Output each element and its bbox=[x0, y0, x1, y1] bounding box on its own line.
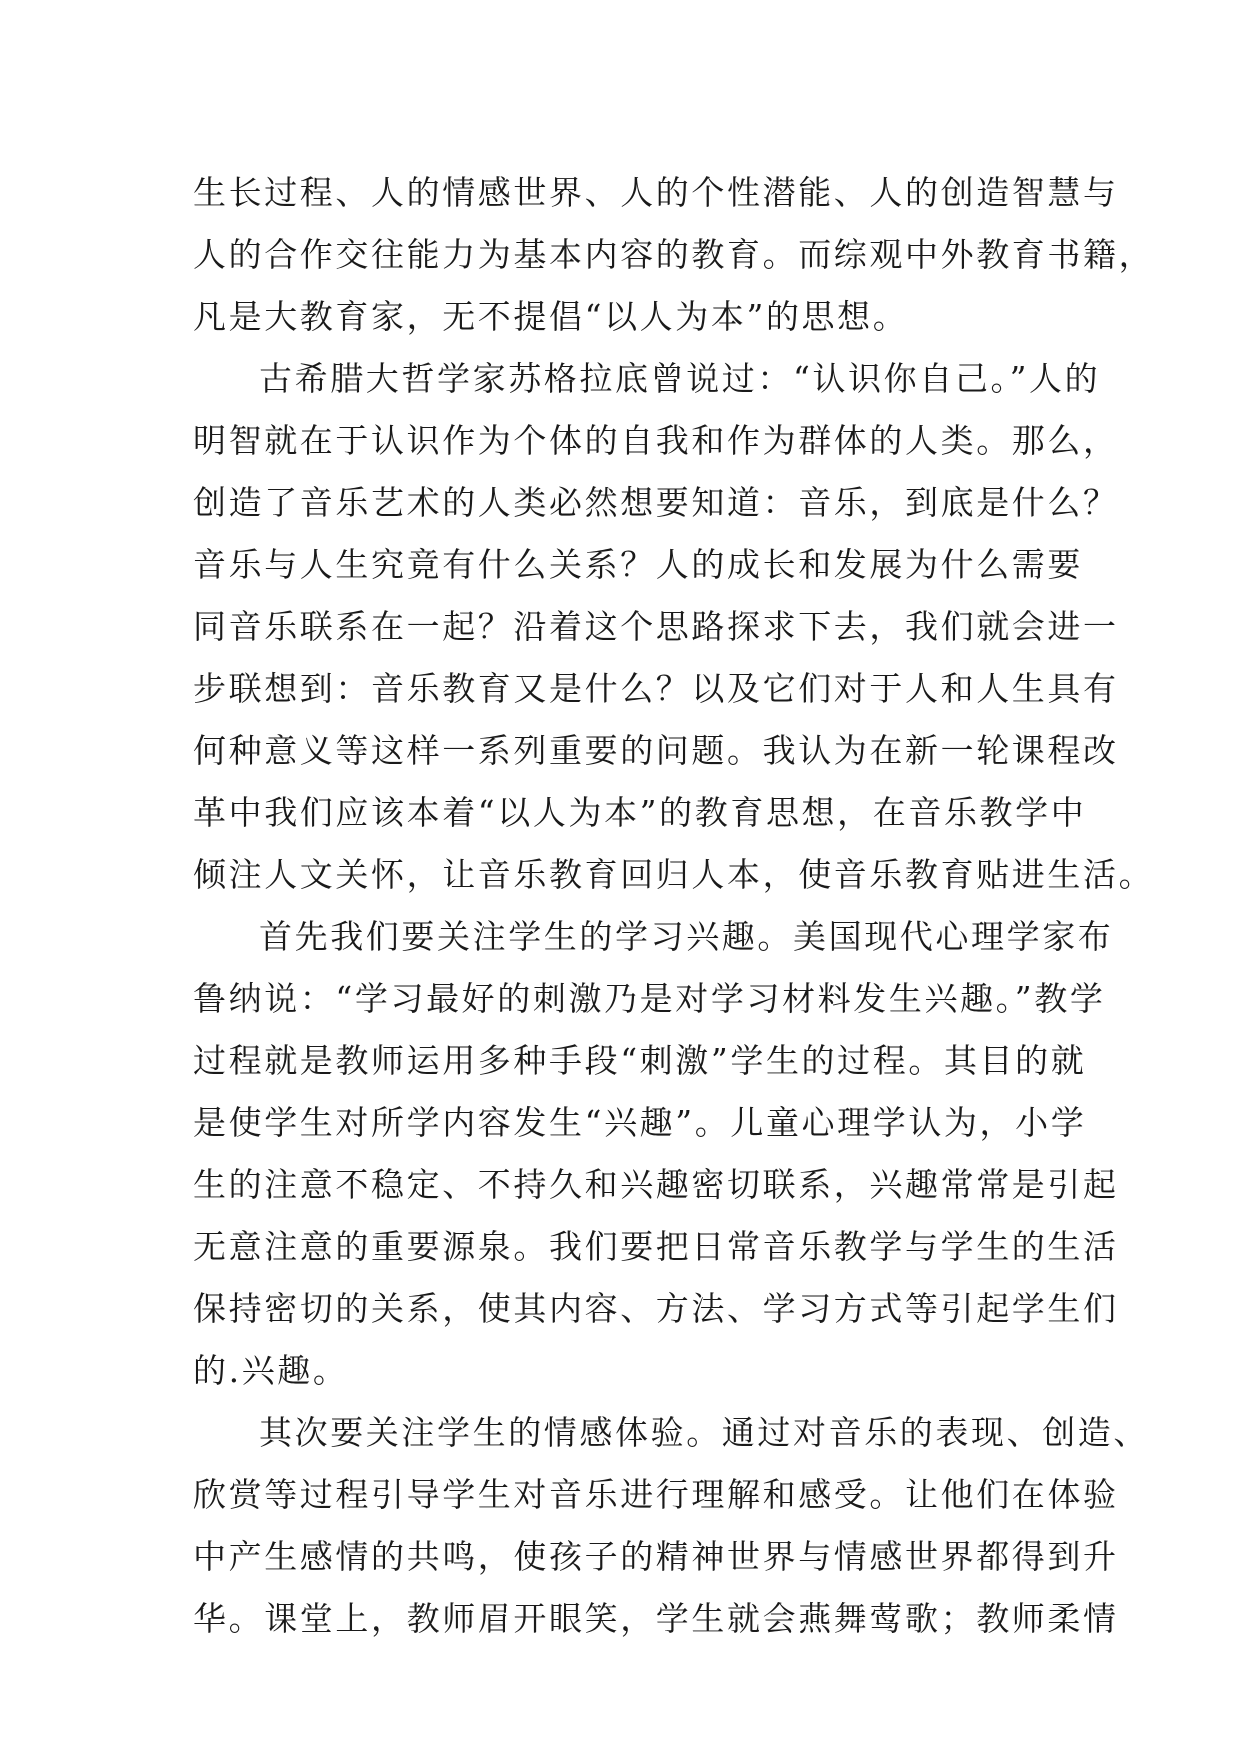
text-line: 创造了音乐艺术的人类必然想要知道：音乐，到底是什么？ bbox=[193, 483, 1119, 522]
document-body bbox=[193, 162, 1155, 1650]
text-line: 生的注意不稳定、不持久和兴趣密切联系，兴趣常常是引起 bbox=[193, 1165, 1119, 1204]
text-line: 凡是大教育家，无不提倡“以人为本”的思想。 bbox=[193, 297, 909, 336]
text-line: 人的合作交往能力为基本内容的教育。而综观中外教育书籍， bbox=[193, 235, 1155, 274]
text-line: 的.兴趣。 bbox=[193, 1351, 349, 1390]
text-line: 鲁纳说：“学习最好的刺激乃是对学习材料发生兴趣。”教学 bbox=[193, 979, 1106, 1018]
text-line: 步联想到：音乐教育又是什么？以及它们对于人和人生具有 bbox=[193, 669, 1119, 708]
text-line: 生长过程、人的情感世界、人的个性潜能、人的创造智慧与 bbox=[193, 173, 1119, 212]
text-line: 革中我们应该本着“以人为本”的教育思想，在音乐教学中 bbox=[193, 793, 1087, 832]
paragraph-start-line: 古希腊大哲学家苏格拉底曾说过：“认识你自己。”人的 bbox=[259, 359, 1101, 398]
paragraph-start-line: 首先我们要关注学生的学习兴趣。美国现代心理学家布 bbox=[259, 917, 1114, 956]
text-line: 同音乐联系在一起？沿着这个思路探求下去，我们就会进一 bbox=[193, 607, 1119, 646]
text-line: 何种意义等这样一系列重要的问题。我认为在新一轮课程改 bbox=[193, 731, 1119, 770]
text-line: 倾注人文关怀，让音乐教育回归人本，使音乐教育贴进生活。 bbox=[193, 855, 1155, 894]
text-line: 明智就在于认识作为个体的自我和作为群体的人类。那么， bbox=[193, 421, 1119, 460]
text-line: 音乐与人生究竟有什么关系？人的成长和发展为什么需要 bbox=[193, 545, 1083, 584]
text-line: 过程就是教师运用多种手段“刺激”学生的过程。其目的就 bbox=[193, 1041, 1087, 1080]
text-line: 保持密切的关系，使其内容、方法、学习方式等引起学生们 bbox=[193, 1289, 1119, 1328]
paragraph-start-line: 其次要关注学生的情感体验。通过对音乐的表现、创造、 bbox=[259, 1413, 1149, 1452]
text-line: 是使学生对所学内容发生“兴趣”。儿童心理学认为，小学 bbox=[193, 1103, 1087, 1142]
text-line: 华。课堂上，教师眉开眼笑，学生就会燕舞莺歌；教师柔情 bbox=[193, 1599, 1119, 1638]
text-line: 无意注意的重要源泉。我们要把日常音乐教学与学生的生活 bbox=[193, 1227, 1119, 1266]
text-line: 欣赏等过程引导学生对音乐进行理解和感受。让他们在体验 bbox=[193, 1475, 1119, 1514]
text-line: 中产生感情的共鸣，使孩子的精神世界与情感世界都得到升 bbox=[193, 1537, 1119, 1576]
